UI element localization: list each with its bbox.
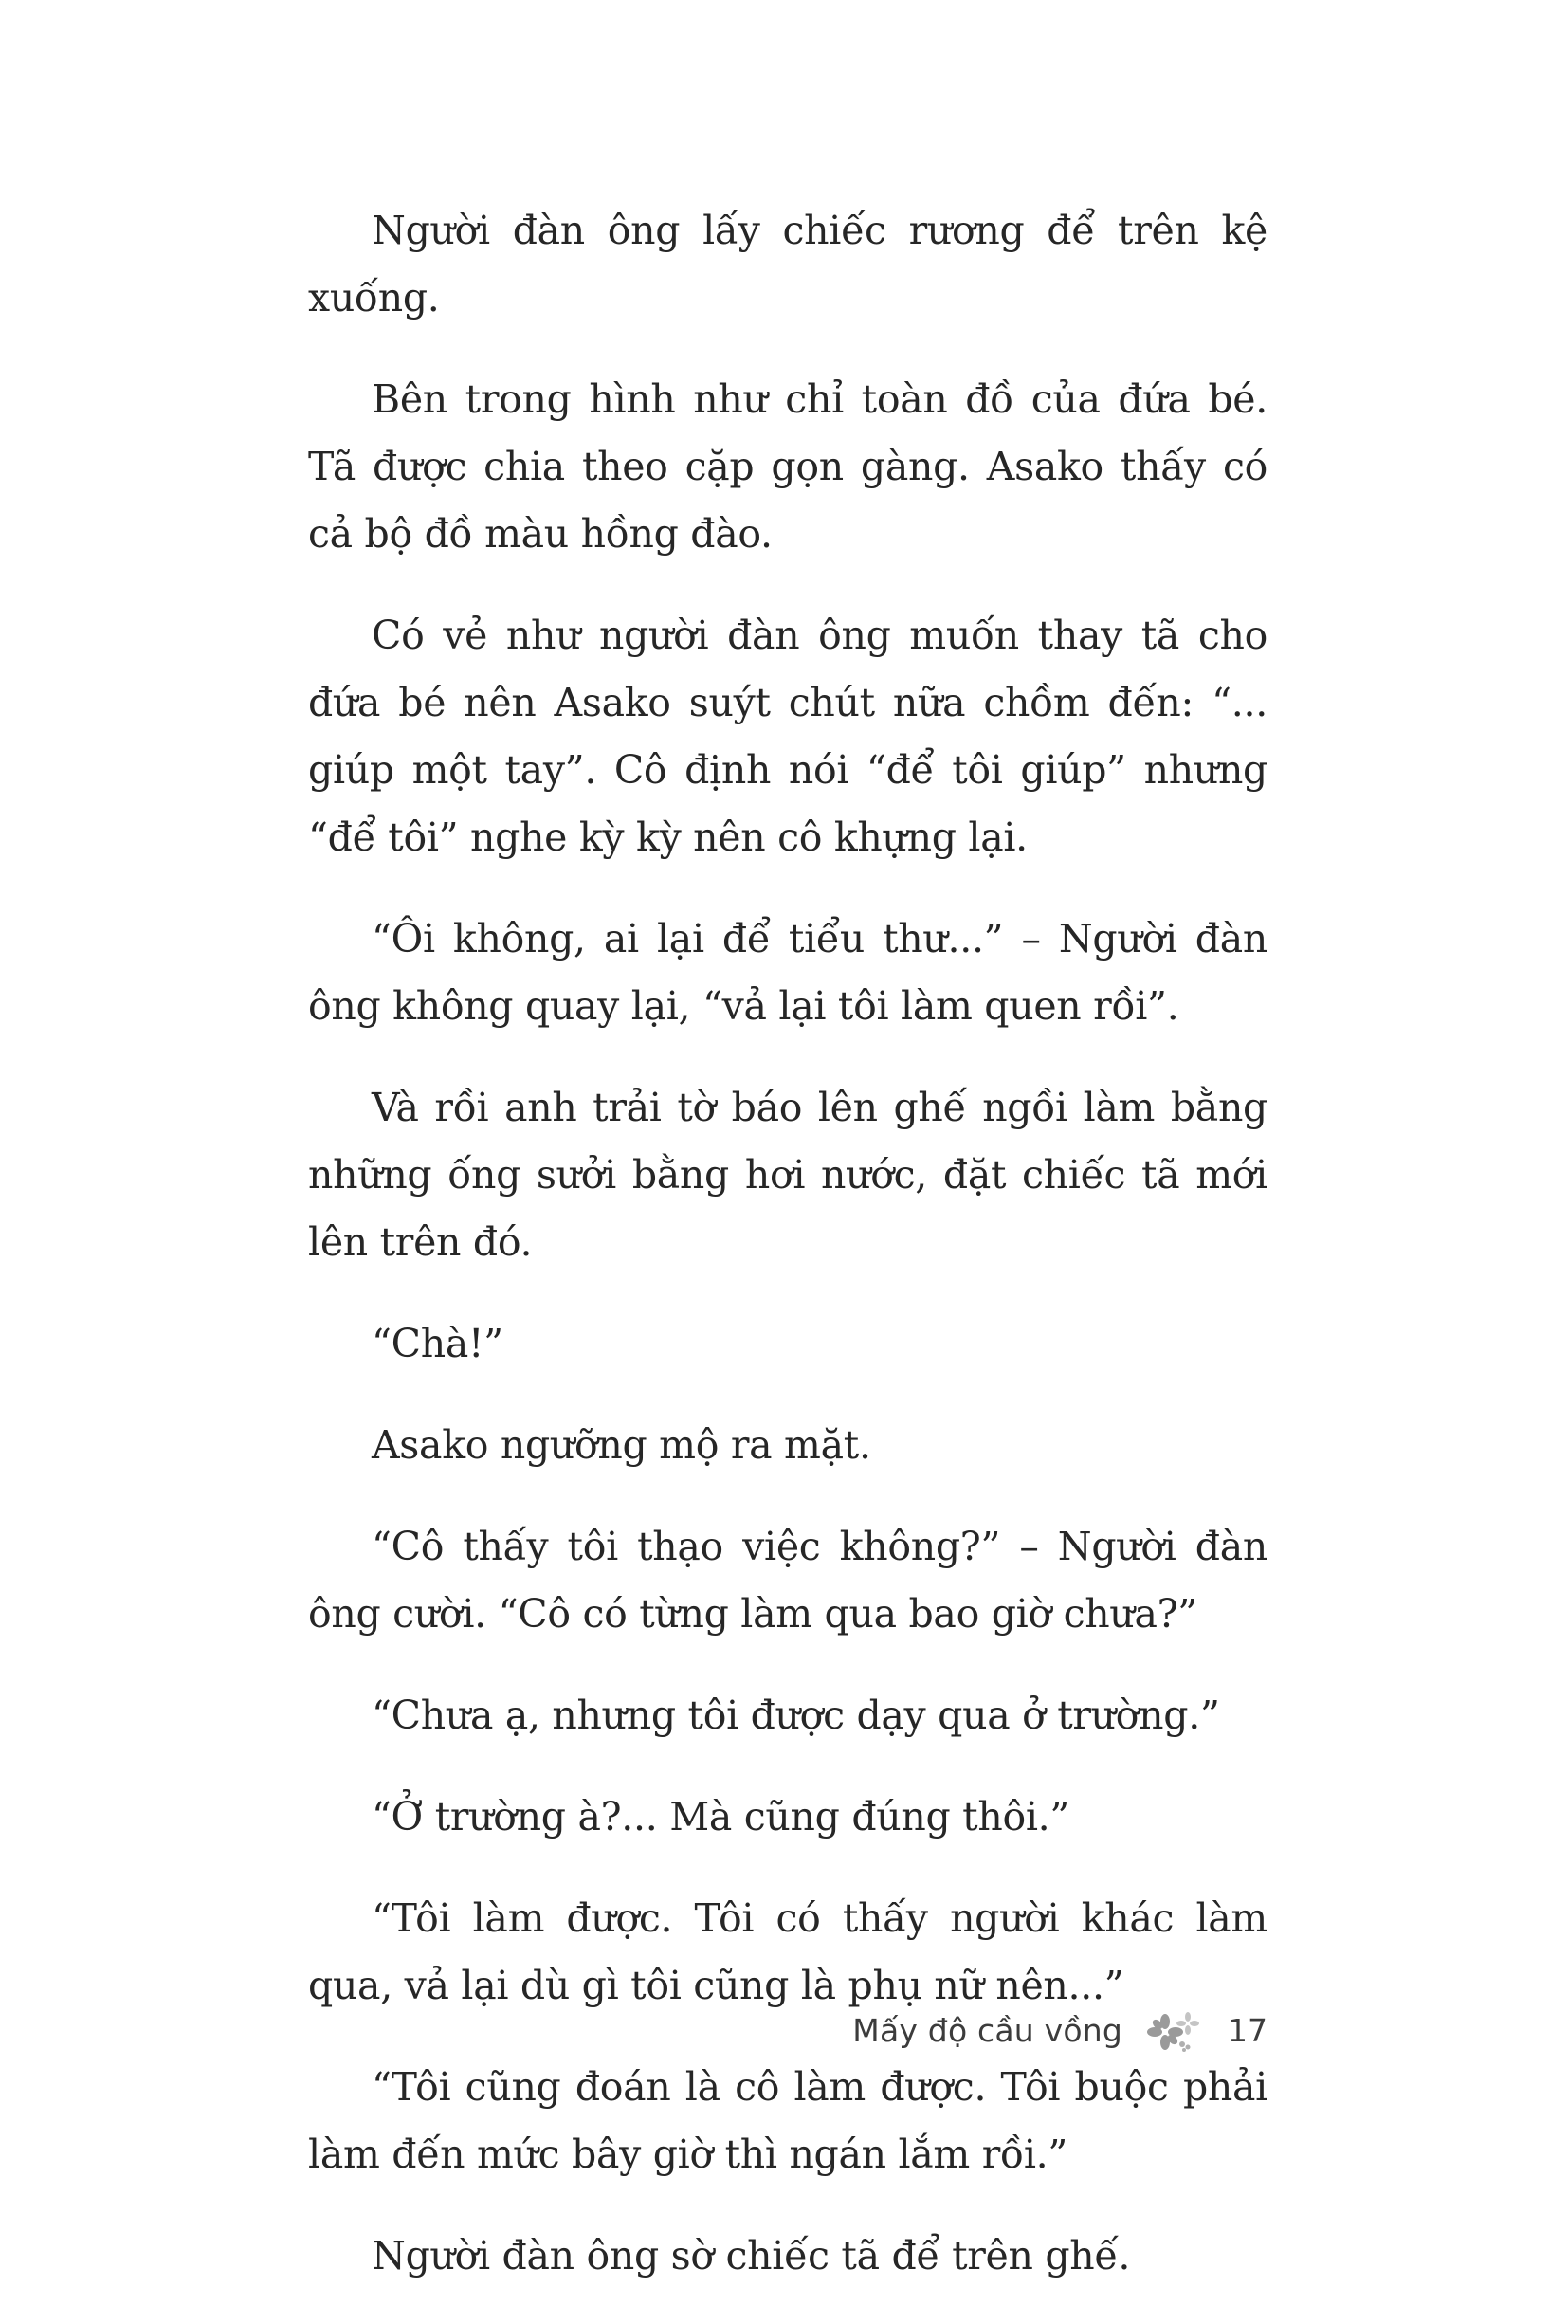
paragraph: Có vẻ như người đàn ông muốn thay tã cho đứa bé nên Asako suýt chút nữa chồm đến: “... giúp một tay”. Cô định nói “để tôi giúp” nhưng “để tôi” nghe kỳ kỳ nên cô khựng lại. bbox=[308, 613, 1267, 860]
paragraph: Và rồi anh trải tờ báo lên ghế ngồi làm bằng những ống sưởi bằng hơi nước, đặt chiếc tã mới lên trên đó. bbox=[308, 1085, 1267, 1265]
paragraph: “Tôi làm được. Tôi có thấy người khác làm qua, vả lại dù gì tôi cũng là phụ nữ nên...” bbox=[308, 1895, 1267, 2008]
paragraph: “Cô thấy tôi thạo việc không?” – Người đàn ông cười. “Cô có từng làm qua bao giờ chưa?” bbox=[308, 1524, 1267, 1637]
paragraph: Asako ngưỡng mộ ra mặt. bbox=[372, 1422, 871, 1468]
paragraph: Người đàn ông lấy chiếc rương để trên kệ xuống. bbox=[308, 208, 1267, 320]
paragraph: “Ở trường à?... Mà cũng đúng thôi.” bbox=[372, 1794, 1070, 1839]
paragraph: “Chưa ạ, nhưng tôi được dạy qua ở trường.” bbox=[372, 1693, 1220, 1738]
paragraph: “Tôi cũng đoán là cô làm được. Tôi buộc phải làm đến mức bây giờ thì ngán lắm rồi.” bbox=[308, 2064, 1267, 2177]
running-title: Mấy độ cầu vồng bbox=[852, 2012, 1122, 2049]
flower-ornament-icon bbox=[1146, 2008, 1201, 2056]
page-footer bbox=[0, 2008, 1267, 2056]
paragraph: “Ôi không, ai lại để tiểu thư...” – Người đàn ông không quay lại, “vả lại tôi làm quen rồi”. bbox=[308, 916, 1267, 1029]
page-body bbox=[308, 197, 1267, 2324]
page-number: 17 bbox=[1228, 2012, 1267, 2049]
paragraph: Bên trong hình như chỉ toàn đồ của đứa bé. Tã được chia theo cặp gọn gàng. Asako thấy có cả bộ đồ màu hồng đào. bbox=[308, 376, 1267, 557]
paragraph: “Chà!” bbox=[372, 1321, 503, 1366]
paragraph: Người đàn ông sờ chiếc tã để trên ghế. bbox=[372, 2233, 1131, 2278]
